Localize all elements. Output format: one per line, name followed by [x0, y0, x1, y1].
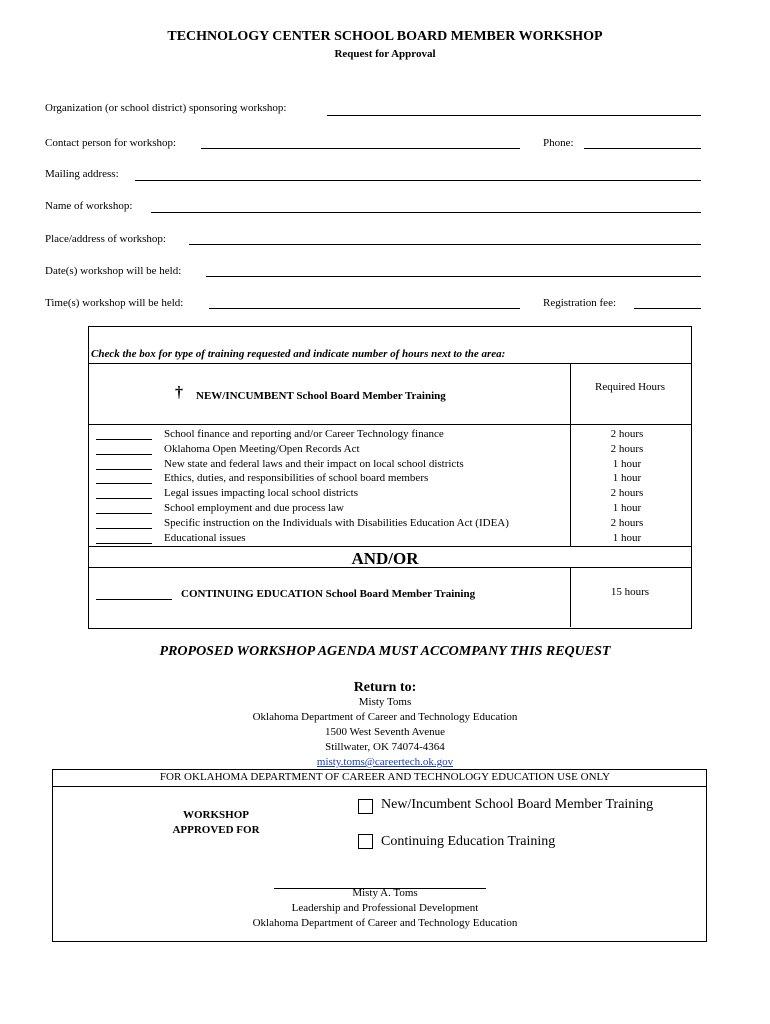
signer-name: Misty A. Toms: [352, 887, 418, 899]
return-street: 1500 West Seventh Avenue: [325, 726, 445, 738]
organization-field[interactable]: [327, 115, 701, 116]
phone-label: Phone:: [543, 137, 574, 149]
training-item-hours: 1 hour: [612, 502, 642, 514]
times-field[interactable]: [209, 308, 520, 309]
training-item-label: Ethics, duties, and responsibilities of school board members: [164, 472, 429, 485]
hours-entry-field[interactable]: [96, 498, 152, 499]
times-label: Time(s) workshop will be held:: [45, 297, 184, 309]
hours-entry-field[interactable]: [96, 483, 152, 484]
return-email-wrap: [0, 756, 770, 768]
place-field[interactable]: [189, 244, 701, 245]
form-title: TECHNOLOGY CENTER SCHOOL BOARD MEMBER WORKSHOP: [167, 29, 603, 44]
mailing-field[interactable]: [135, 180, 701, 181]
approved-label-line2: APPROVED FOR: [172, 824, 260, 836]
continuing-hours-field[interactable]: [96, 599, 172, 600]
workshop-name-field[interactable]: [151, 212, 701, 213]
training-item-hours: 2 hours: [610, 487, 644, 500]
new-incumbent-checkbox[interactable]: [358, 799, 373, 814]
training-item-label: School finance and reporting and/or Career Technology finance: [164, 428, 444, 440]
new-training-title: NEW/INCUMBENT School Board Member Training: [196, 390, 446, 402]
continuing-education-option-label: Continuing Education Training: [381, 834, 556, 849]
approved-label-line1: WORKSHOP: [182, 809, 249, 821]
training-item-label: Specific instruction on the Individuals with Disabilities Education Act (IDEA): [164, 516, 509, 529]
divider: [88, 567, 691, 568]
dagger-icon: †: [175, 384, 183, 401]
divider: [88, 546, 691, 547]
training-item-hours: 2 hours: [610, 442, 644, 455]
agenda-notice: PROPOSED WORKSHOP AGENDA MUST ACCOMPANY THIS REQUEST: [159, 644, 611, 659]
organization-label: Organization (or school district) sponsoring workshop:: [45, 102, 287, 114]
training-item-hours: 1 hour: [612, 531, 642, 544]
training-item-hours: 2 hours: [610, 428, 644, 440]
contact-label: Contact person for workshop:: [45, 137, 177, 149]
contact-field[interactable]: [201, 148, 520, 149]
signer-org: Oklahoma Department of Career and Technology Education: [252, 917, 518, 929]
andor-label: AND/OR: [351, 549, 419, 568]
return-city: Stillwater, OK 74074-4364: [325, 741, 445, 753]
continuing-hours: 15 hours: [610, 586, 650, 598]
hours-entry-field[interactable]: [96, 469, 152, 470]
training-item-label: Educational issues: [164, 531, 246, 544]
return-name: Misty Toms: [358, 696, 412, 708]
training-item-label: Legal issues impacting local school districts: [164, 487, 358, 500]
dates-field[interactable]: [206, 276, 701, 277]
hours-entry-field[interactable]: [96, 513, 152, 514]
form-subtitle: Request for Approval: [334, 48, 436, 60]
return-org: Oklahoma Department of Career and Technology Education: [252, 711, 518, 723]
training-item-label: Oklahoma Open Meeting/Open Records Act: [164, 442, 360, 455]
email-link[interactable]: misty.toms@careertech.ok.gov: [316, 756, 454, 768]
dates-label: Date(s) workshop will be held:: [45, 265, 182, 277]
fee-label: Registration fee:: [543, 297, 617, 309]
hours-entry-field[interactable]: [96, 439, 152, 440]
return-heading: Return to:: [353, 680, 417, 695]
office-use-header: FOR OKLAHOMA DEPARTMENT OF CAREER AND TECHNOLOGY EDUCATION USE ONLY: [159, 771, 611, 783]
divider: [88, 424, 691, 425]
training-item-label: School employment and due process law: [164, 502, 344, 514]
divider: [88, 363, 691, 364]
required-hours-label: Required Hours: [595, 381, 665, 393]
continuing-training-title: CONTINUING EDUCATION School Board Member Training: [181, 588, 476, 600]
fee-field[interactable]: [634, 308, 701, 309]
training-item-hours: 1 hour: [612, 472, 642, 485]
hours-entry-field[interactable]: [96, 528, 152, 529]
mailing-label: Mailing address:: [45, 168, 119, 180]
continuing-education-checkbox[interactable]: [358, 834, 373, 849]
training-item-label: New state and federal laws and their impact on local school districts: [164, 457, 464, 470]
training-instruction: Check the box for type of training requested and indicate number of hours next to the area:: [91, 348, 506, 360]
place-label: Place/address of workshop:: [45, 233, 166, 245]
signer-dept: Leadership and Professional Development: [291, 902, 479, 914]
phone-field[interactable]: [584, 148, 701, 149]
divider: [52, 786, 706, 787]
training-item-hours: 2 hours: [610, 516, 644, 529]
hours-entry-field[interactable]: [96, 454, 152, 455]
new-incumbent-option-label: New/Incumbent School Board Member Training: [381, 797, 654, 812]
training-item-hours: 1 hour: [612, 457, 642, 470]
workshop-name-label: Name of workshop:: [45, 200, 133, 212]
hours-entry-field[interactable]: [96, 543, 152, 544]
